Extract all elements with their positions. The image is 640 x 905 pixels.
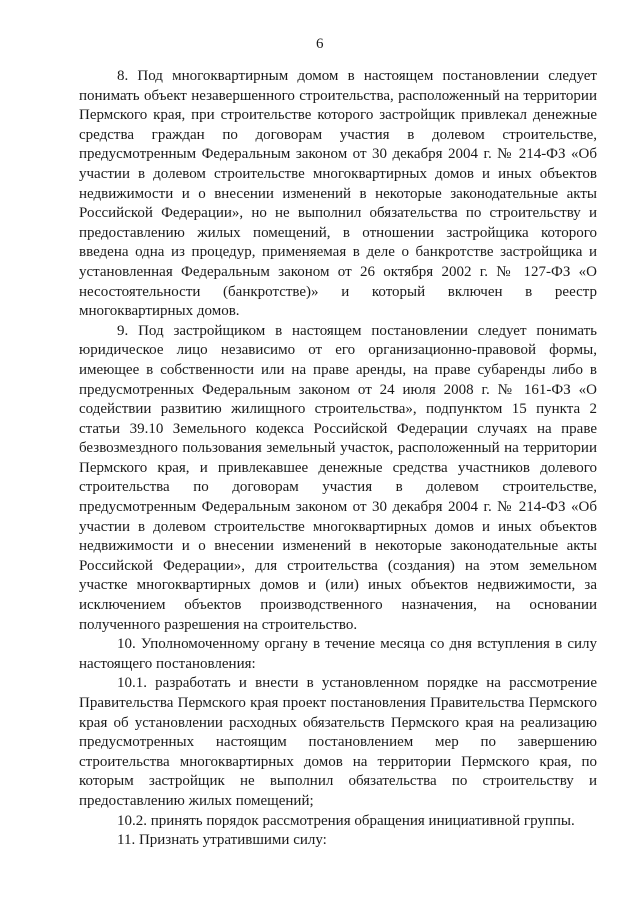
paragraph-10-authorized-body: 10. Уполномоченному органу в течение месяца со дня вступления в силу настоящего постановления:: [79, 636, 597, 672]
document-body: [79, 67, 597, 851]
paragraph-8-multiapartment-definition: 8. Под многоквартирным домом в настоящем постановлении следует понимать объект незавершенного строительства, расположенный на территории Пермского края, при строительстве которого застройщик привлекал денежные средства граждан по договорам участия в долевом строительстве, предусмотренным Федеральным законом от 30 декабря 2004 г. № 214-ФЗ «Об участии в долевом строительстве многоквартирных домов и иных объектов недвижимости и о внесении изменений в некоторые законодательные акты Российской Федерации», но не выполнил обязательства по строительству и предоставлению жилых помещений, в отношении застройщика которого введена одна из процедур, применяемая в деле о банкротстве застройщика и установленная Федеральным законом от 26 октября 2002 г. № 127-ФЗ «О несостоятельности (банкротстве)» и который включен в реестр многоквартирных домов.: [79, 68, 597, 320]
paragraph-10-1-develop-draft: 10.1. разработать и внести в установленном порядке на рассмотрение Правительства Пермского края проект постановления Правительства Пермского края об установлении расходных обязательств Пермского края на реализацию предусмотренных настоящим постановлением мер по завершению строительства многоквартирных домов на территории Пермского края, по которым застройщик не выполнил обязательства по строительству и предоставлению жилых помещений;: [79, 675, 597, 809]
page-number: 6: [316, 36, 324, 52]
paragraph-10-2-adopt-procedure: 10.2. принять порядок рассмотрения обращения инициативной группы.: [117, 812, 575, 829]
paragraph-9-developer-definition: 9. Под застройщиком в настоящем постановлении следует понимать юридическое лицо независимо от его организационно-правовой формы, имеющее в собственности или на праве аренды, на праве субаренды либо в предусмотренных Федеральным законом от 24 июля 2008 г. № 161-ФЗ «О содействии развитию жилищного строительства», подпунктом 15 пункта 2 статьи 39.10 Земельного кодекса Российской Федерации случаях на праве безвозмездного пользования земельный участок, расположенный на территории Пермского края, и привлекавшее денежные средства участников долевого строительства по договорам участия в долевом строительстве, предусмотренным Федеральным законом от 30 декабря 2004 г. № 214-ФЗ «Об участии в долевом строительстве многоквартирных домов и иных объектов недвижимости и о внесении изменений в некоторые законодательные акты Российской Федерации», для строительства (создания) на этом земельном участке многоквартирных домов и (или) иных объектов недвижимости, за исключением объектов производственного назначения, на основании полученного разрешения на строительство.: [79, 322, 597, 633]
paragraph-11-repeal: 11. Признать утратившими силу:: [117, 832, 327, 849]
